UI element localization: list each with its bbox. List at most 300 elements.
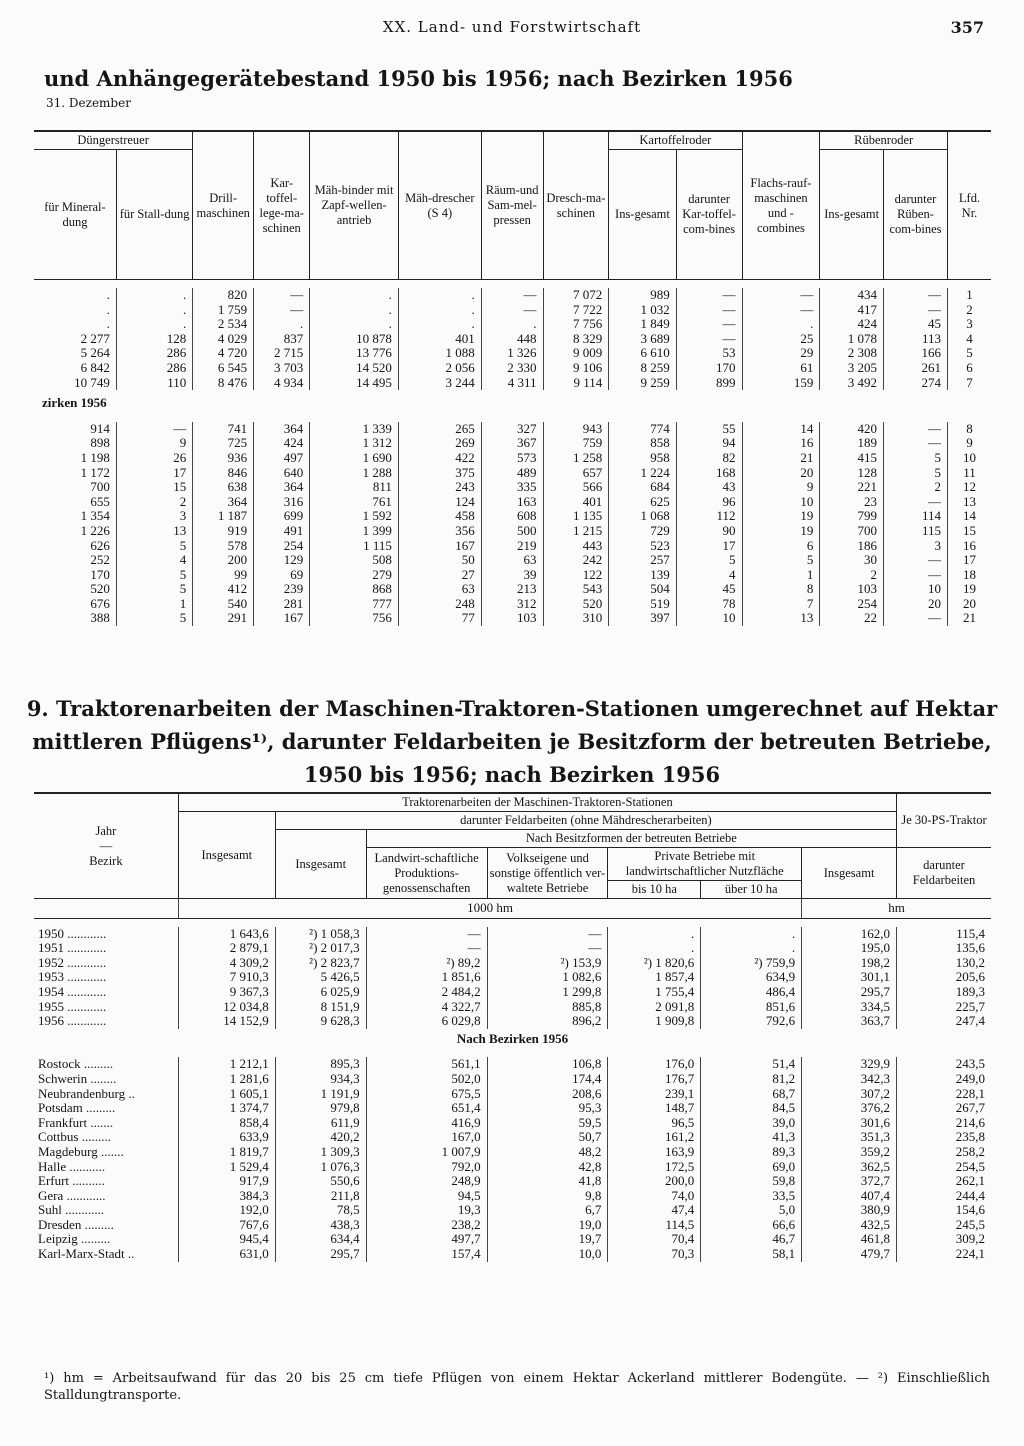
table-cell: 205,6 (897, 970, 991, 985)
table-cell: 274 (884, 376, 948, 391)
table-cell: 157,4 (366, 1247, 487, 1262)
table-cell: 254 (820, 597, 884, 612)
group-header-kartoffelroder: Kartoffelroder (609, 131, 742, 150)
table-cell: 211,8 (275, 1189, 366, 1204)
table-cell: 1 755,4 (608, 985, 701, 1000)
table-cell: 412 (193, 582, 254, 597)
table-cell: 12 (947, 480, 991, 495)
table-cell: 176,7 (608, 1072, 701, 1087)
table-cell: 262,1 (897, 1174, 991, 1189)
table-row (34, 553, 991, 568)
table-cell: 1 076,3 (275, 1160, 366, 1175)
table-cell: 438,3 (275, 1218, 366, 1233)
table-cell: Cottbus ......... (38, 1129, 111, 1145)
header-insgesamt2: Insgesamt (275, 830, 366, 899)
table-cell: 540 (193, 597, 254, 612)
table-cell: 168 (676, 466, 742, 481)
table-cell: 1 068 (609, 509, 676, 524)
table-cell: 84,5 (701, 1101, 802, 1116)
table-cell: 434 (820, 288, 884, 303)
table-cell: 281 (254, 597, 310, 612)
table-cell: 1 215 (543, 524, 609, 539)
table-cell: ²) 1 058,3 (275, 927, 366, 942)
table-cell: 6 (742, 539, 820, 554)
table2-title-line1: 9. Traktorenarbeiten der Maschinen-Traktoren-Stationen umgerechnet auf Hektar (26, 696, 998, 721)
table-cell: 2 715 (254, 346, 310, 361)
table-cell: 307,2 (802, 1087, 897, 1102)
table-cell: 3 (884, 539, 948, 554)
table-cell: 14 495 (310, 376, 399, 391)
table-cell: 128 (116, 332, 192, 347)
table1-title: und Anhängegerätebestand 1950 bis 1956; nach Bezirken 1956 (44, 66, 793, 91)
table-row (34, 1232, 991, 1247)
header-bis10: bis 10 ha (608, 881, 701, 899)
table-cell: . (116, 303, 192, 318)
table-cell: 799 (820, 509, 884, 524)
table-cell: 11 (947, 466, 991, 481)
table-cell: 115,4 (897, 927, 991, 942)
header-darunter: darunter Feldarbeiten (ohne Mähdrescherarbeiten) (275, 812, 896, 830)
table-cell: 115 (884, 524, 948, 539)
table-cell: 47,4 (608, 1203, 701, 1218)
table-cell: 6,7 (487, 1203, 608, 1218)
table-cell: 14 520 (310, 361, 399, 376)
table-cell: 58,1 (701, 1247, 802, 1262)
table-cell: 16 (742, 436, 820, 451)
page-number: 357 (950, 18, 984, 37)
table-cell: . (106, 287, 110, 302)
table-cell: 170 (90, 566, 110, 582)
table-cell: 82 (676, 451, 742, 466)
table-cell: 362,5 (802, 1160, 897, 1175)
table-cell: 103 (820, 582, 884, 597)
table-cell: 7 756 (543, 317, 609, 332)
table-cell: ²) 153,9 (487, 956, 608, 971)
table-row (34, 539, 991, 554)
table-cell: 249,0 (897, 1072, 991, 1087)
table-cell: 1950 ............ (38, 925, 107, 941)
table-cell: 18 (947, 568, 991, 583)
table-cell: 25 (742, 332, 820, 347)
table-cell: 1 529,4 (178, 1160, 275, 1175)
table-cell: 9 (116, 436, 192, 451)
table-cell: 162,0 (802, 927, 897, 942)
table-cell: 295,7 (275, 1247, 366, 1262)
table-cell: 50,7 (487, 1130, 608, 1145)
table-cell: 53 (676, 346, 742, 361)
table-cell: 327 (481, 422, 543, 437)
table-cell: 239,1 (608, 1087, 701, 1102)
table-cell: 651,4 (366, 1101, 487, 1116)
machinery-table (34, 130, 991, 626)
table-cell: . (701, 941, 802, 956)
header-je-darunter: darunter Feldarbeiten (897, 848, 991, 899)
table-cell: 1 191,9 (275, 1087, 366, 1102)
table-cell: 176,0 (608, 1057, 701, 1072)
table-cell: 5,0 (701, 1203, 802, 1218)
table-cell: 4 (947, 332, 991, 347)
table-row (34, 1218, 991, 1233)
table-cell: 351,3 (802, 1130, 897, 1145)
table-cell: 5 (116, 582, 192, 597)
table-cell: 10 (676, 611, 742, 626)
table-cell: 43 (676, 480, 742, 495)
table-cell: — (116, 422, 192, 437)
table-cell: 741 (193, 422, 254, 437)
table-cell: 401 (543, 495, 609, 510)
table-cell: 868 (310, 582, 399, 597)
table-cell: — (742, 303, 820, 318)
table-cell: 130,2 (897, 956, 991, 971)
table-cell: 15 (116, 480, 192, 495)
table-cell: 5 (676, 553, 742, 568)
table-cell: 70,4 (608, 1232, 701, 1247)
col-header: Lfd. Nr. (947, 131, 991, 280)
table-cell: 384,3 (178, 1189, 275, 1204)
table-cell: 2 056 (398, 361, 481, 376)
table-cell: 254,5 (897, 1160, 991, 1175)
table-cell: 41,3 (701, 1130, 802, 1145)
table-cell: 759 (543, 436, 609, 451)
header-private: Private Betriebe mit landwirtschaftlicher Nutzfläche (608, 848, 802, 881)
table-cell: . (116, 317, 192, 332)
table-cell: 106,8 (487, 1057, 608, 1072)
table-cell: 4 934 (254, 376, 310, 391)
header-lpg: Landwirt-schaftliche Produktions-genossenschaften (366, 848, 487, 899)
table-cell: 899 (676, 376, 742, 391)
table-cell: 2 091,8 (608, 1000, 701, 1015)
table-cell: 700 (820, 524, 884, 539)
table-cell: — (676, 303, 742, 318)
col-header: für Mineral-dung (34, 150, 116, 280)
table-row (34, 941, 991, 956)
table-cell: 1 (116, 597, 192, 612)
table-cell: 9 009 (543, 346, 609, 361)
table-cell: — (884, 568, 948, 583)
table-cell: 896,2 (487, 1014, 608, 1029)
table-cell: 248,9 (366, 1174, 487, 1189)
table-cell: ²) 759,9 (701, 956, 802, 971)
table1-section (34, 390, 991, 414)
table-cell: 9 106 (543, 361, 609, 376)
table-cell: 6 545 (193, 361, 254, 376)
col-header: Ins-gesamt (820, 150, 884, 280)
table-cell: 700 (90, 479, 110, 495)
table-row (34, 956, 991, 971)
table-cell: Rostock ......... (38, 1056, 114, 1072)
table-cell: 9 628,3 (275, 1014, 366, 1029)
table-cell: 508 (310, 553, 399, 568)
table-cell: 13 (742, 611, 820, 626)
table-cell: 51,4 (701, 1057, 802, 1072)
table-cell: ²) 1 820,6 (608, 956, 701, 971)
table-cell: 21 (947, 611, 991, 626)
table-cell: 1 819,7 (178, 1145, 275, 1160)
table-cell: 14 (947, 509, 991, 524)
table-cell: 761 (310, 495, 399, 510)
table-cell: 1 187 (193, 509, 254, 524)
table-cell: 59,8 (701, 1174, 802, 1189)
table-cell: . (481, 317, 543, 332)
table-cell: 1 592 (310, 509, 399, 524)
table-cell: 917,9 (178, 1174, 275, 1189)
table-cell: 5 (116, 611, 192, 626)
table-cell: 895,3 (275, 1057, 366, 1072)
tractor-work-table (34, 792, 991, 1262)
table2-years-body (34, 918, 991, 1029)
table-cell: 6 610 (609, 346, 676, 361)
table-cell: — (742, 288, 820, 303)
table-cell: 248 (398, 597, 481, 612)
table-cell: 1951 ............ (38, 940, 107, 956)
table-cell: 626 (90, 537, 110, 553)
table2-title (0, 692, 1024, 791)
table-cell: 3 244 (398, 376, 481, 391)
table-cell: 608 (481, 509, 543, 524)
table-cell: 397 (609, 611, 676, 626)
table-cell: 342,3 (802, 1072, 897, 1087)
group-header-duengerstreuer: Düngerstreuer (34, 131, 193, 150)
table-cell: 375 (398, 466, 481, 481)
table-cell: 13 (947, 495, 991, 510)
table-cell: Leipzig ......... (38, 1231, 111, 1247)
table-cell: 625 (609, 495, 676, 510)
table-cell: 989 (609, 288, 676, 303)
table-cell: 19 (742, 509, 820, 524)
header-je30: Je 30-PS-Traktor (897, 793, 991, 848)
col-header: Mäh-binder mit Zapf-wellen-antrieb (310, 131, 399, 280)
table-cell: Suhl ............ (38, 1202, 105, 1218)
table-cell: 8 476 (193, 376, 254, 391)
table-cell: 78 (676, 597, 742, 612)
table-cell: 257 (609, 553, 676, 568)
header-nach-besitz: Nach Besitzformen der betreuten Betriebe (366, 830, 896, 848)
table-cell: 69,0 (701, 1160, 802, 1175)
table-cell: 279 (310, 568, 399, 583)
table-cell: 12 034,8 (178, 1000, 275, 1015)
unit-1000hm: 1000 hm (178, 899, 801, 919)
table-row (34, 376, 991, 391)
table-cell: 936 (193, 451, 254, 466)
table-cell: 254 (254, 539, 310, 554)
table-row (34, 422, 991, 437)
table-cell: 70,3 (608, 1247, 701, 1262)
table-cell: 756 (310, 611, 399, 626)
table-cell: . (701, 927, 802, 942)
table-cell: — (676, 288, 742, 303)
table-row (34, 303, 991, 318)
table-cell: 523 (609, 539, 676, 554)
table-cell: 15 (947, 524, 991, 539)
table-cell: 655 (90, 493, 110, 509)
table-cell: 634,9 (701, 970, 802, 985)
spacer-row (34, 918, 991, 927)
table-cell: 166 (884, 346, 948, 361)
table-cell: 77 (398, 611, 481, 626)
table-cell: 1 309,3 (275, 1145, 366, 1160)
jahr-bezirk-header (34, 793, 178, 899)
col-header: Kar-toffel-lege-ma-schinen (254, 131, 310, 280)
table-cell: 519 (609, 597, 676, 612)
table-cell: 21 (742, 451, 820, 466)
table-cell: 8 259 (609, 361, 676, 376)
table-cell: 1 312 (310, 436, 399, 451)
table-cell: 458 (398, 509, 481, 524)
table-cell: 154,6 (897, 1203, 991, 1218)
table-cell: 945,4 (178, 1232, 275, 1247)
table-cell: 5 426,5 (275, 970, 366, 985)
table-cell: 4 720 (193, 346, 254, 361)
table-cell: 420 (820, 422, 884, 437)
table-cell: 243 (398, 480, 481, 495)
table-cell: 851,6 (701, 1000, 802, 1015)
table-cell: 1 643,6 (178, 927, 275, 942)
table-cell: 10 (947, 451, 991, 466)
table-cell: 1 032 (609, 303, 676, 318)
table-cell: 7 910,3 (178, 970, 275, 985)
table1-date: 31. Dezember (46, 96, 131, 110)
table-cell: 979,8 (275, 1101, 366, 1116)
table-cell: 461,8 (802, 1232, 897, 1247)
table-row (34, 317, 991, 332)
table-cell: 224,1 (897, 1247, 991, 1262)
table-cell: 657 (543, 466, 609, 481)
table-cell: 265 (398, 422, 481, 437)
table-cell: 611,9 (275, 1116, 366, 1131)
table-cell: 110 (116, 376, 192, 391)
table-cell: 242 (543, 553, 609, 568)
table-cell: . (116, 288, 192, 303)
dash-label: — (99, 838, 113, 853)
table-cell: 252 (90, 552, 110, 568)
table-cell: 520 (90, 581, 110, 597)
table-cell: 1954 ............ (38, 983, 107, 999)
table-cell: 10 (884, 582, 948, 597)
table-cell: 811 (310, 480, 399, 495)
table-row (34, 1203, 991, 1218)
table-cell: 640 (254, 466, 310, 481)
table-cell: 198,2 (802, 956, 897, 971)
table-cell: 286 (116, 361, 192, 376)
table-cell: 42,8 (487, 1160, 608, 1175)
table-cell: — (254, 303, 310, 318)
table-cell: 1 281,6 (178, 1072, 275, 1087)
table-cell: 214,6 (897, 1116, 991, 1131)
table-cell: 424 (820, 317, 884, 332)
table-cell: 96,5 (608, 1116, 701, 1131)
table-row (34, 451, 991, 466)
table-cell: 448 (481, 332, 543, 347)
table-cell: 356 (398, 524, 481, 539)
table-cell: 432,5 (802, 1218, 897, 1233)
table-cell: 66,6 (701, 1218, 802, 1233)
table-cell: . (398, 288, 481, 303)
table-row (34, 1160, 991, 1175)
table-cell: 376,2 (802, 1101, 897, 1116)
table-cell: 239 (254, 582, 310, 597)
table-cell: 898 (90, 435, 110, 451)
table-cell: 5 264 (80, 345, 110, 361)
table-row (34, 597, 991, 612)
table-row (34, 509, 991, 524)
table-cell: 96 (676, 495, 742, 510)
table-cell: 261 (884, 361, 948, 376)
table-cell: — (884, 495, 948, 510)
table-cell: 5 (116, 539, 192, 554)
table-cell: 1 172 (80, 464, 110, 480)
table-row (34, 970, 991, 985)
table-cell: Neubrandenburg .. (38, 1085, 135, 1101)
table-cell: 103 (481, 611, 543, 626)
table-cell: 1 088 (398, 346, 481, 361)
table-cell: 7 072 (543, 288, 609, 303)
table-cell: 380,9 (802, 1203, 897, 1218)
table-cell: 6 029,8 (366, 1014, 487, 1029)
table-cell: 573 (481, 451, 543, 466)
table-cell: 401 (398, 332, 481, 347)
table-cell: 14 152,9 (178, 1014, 275, 1029)
header-je-insgesamt: Insgesamt (802, 848, 897, 899)
table-row (34, 1014, 991, 1029)
table-cell: Karl-Marx-Stadt .. (38, 1246, 135, 1262)
table-cell: 2 534 (193, 317, 254, 332)
table1-years-body (34, 280, 991, 391)
table-cell: 8 (742, 582, 820, 597)
table-cell: 1 288 (310, 466, 399, 481)
table-cell: 1 224 (609, 466, 676, 481)
table-cell: 39,0 (701, 1116, 802, 1131)
table-row (34, 1057, 991, 1072)
table1-districts-body (34, 414, 991, 626)
table-cell: 4 029 (193, 332, 254, 347)
table-cell: 364 (254, 480, 310, 495)
table-cell: — (487, 927, 608, 942)
table-cell: 170 (676, 361, 742, 376)
table-cell: 128 (820, 466, 884, 481)
table-cell: 1952 ............ (38, 954, 107, 970)
table-cell: 725 (193, 436, 254, 451)
table-row (34, 1247, 991, 1262)
table-cell: 213 (481, 582, 543, 597)
table-cell: 676 (90, 595, 110, 611)
table-cell: 3 492 (820, 376, 884, 391)
table-cell: 45 (884, 317, 948, 332)
table-cell: 301,6 (802, 1116, 897, 1131)
table-cell: 129 (254, 553, 310, 568)
table-cell: 219 (481, 539, 543, 554)
table2-section (34, 1029, 991, 1050)
table-cell: — (676, 317, 742, 332)
col-header: Räum-und Sam-mel-pressen (481, 131, 543, 280)
table-cell: 8 (947, 422, 991, 437)
table-cell: 497,7 (366, 1232, 487, 1247)
table-cell: 195,0 (802, 941, 897, 956)
table-cell: 407,4 (802, 1189, 897, 1204)
table-cell: 729 (609, 524, 676, 539)
table-cell: 329,9 (802, 1057, 897, 1072)
table-cell: 2 308 (820, 346, 884, 361)
table-cell: 29 (742, 346, 820, 361)
jahr-label: Jahr (95, 823, 117, 838)
table-cell: 69 (254, 568, 310, 583)
table-cell: 2 484,2 (366, 985, 487, 1000)
table-cell: 1 339 (310, 422, 399, 437)
table-cell: Magdeburg ....... (38, 1143, 124, 1159)
table-cell: 489 (481, 466, 543, 481)
table-cell: 78,5 (275, 1203, 366, 1218)
table-cell: 8 329 (543, 332, 609, 347)
table-cell: 417 (820, 303, 884, 318)
